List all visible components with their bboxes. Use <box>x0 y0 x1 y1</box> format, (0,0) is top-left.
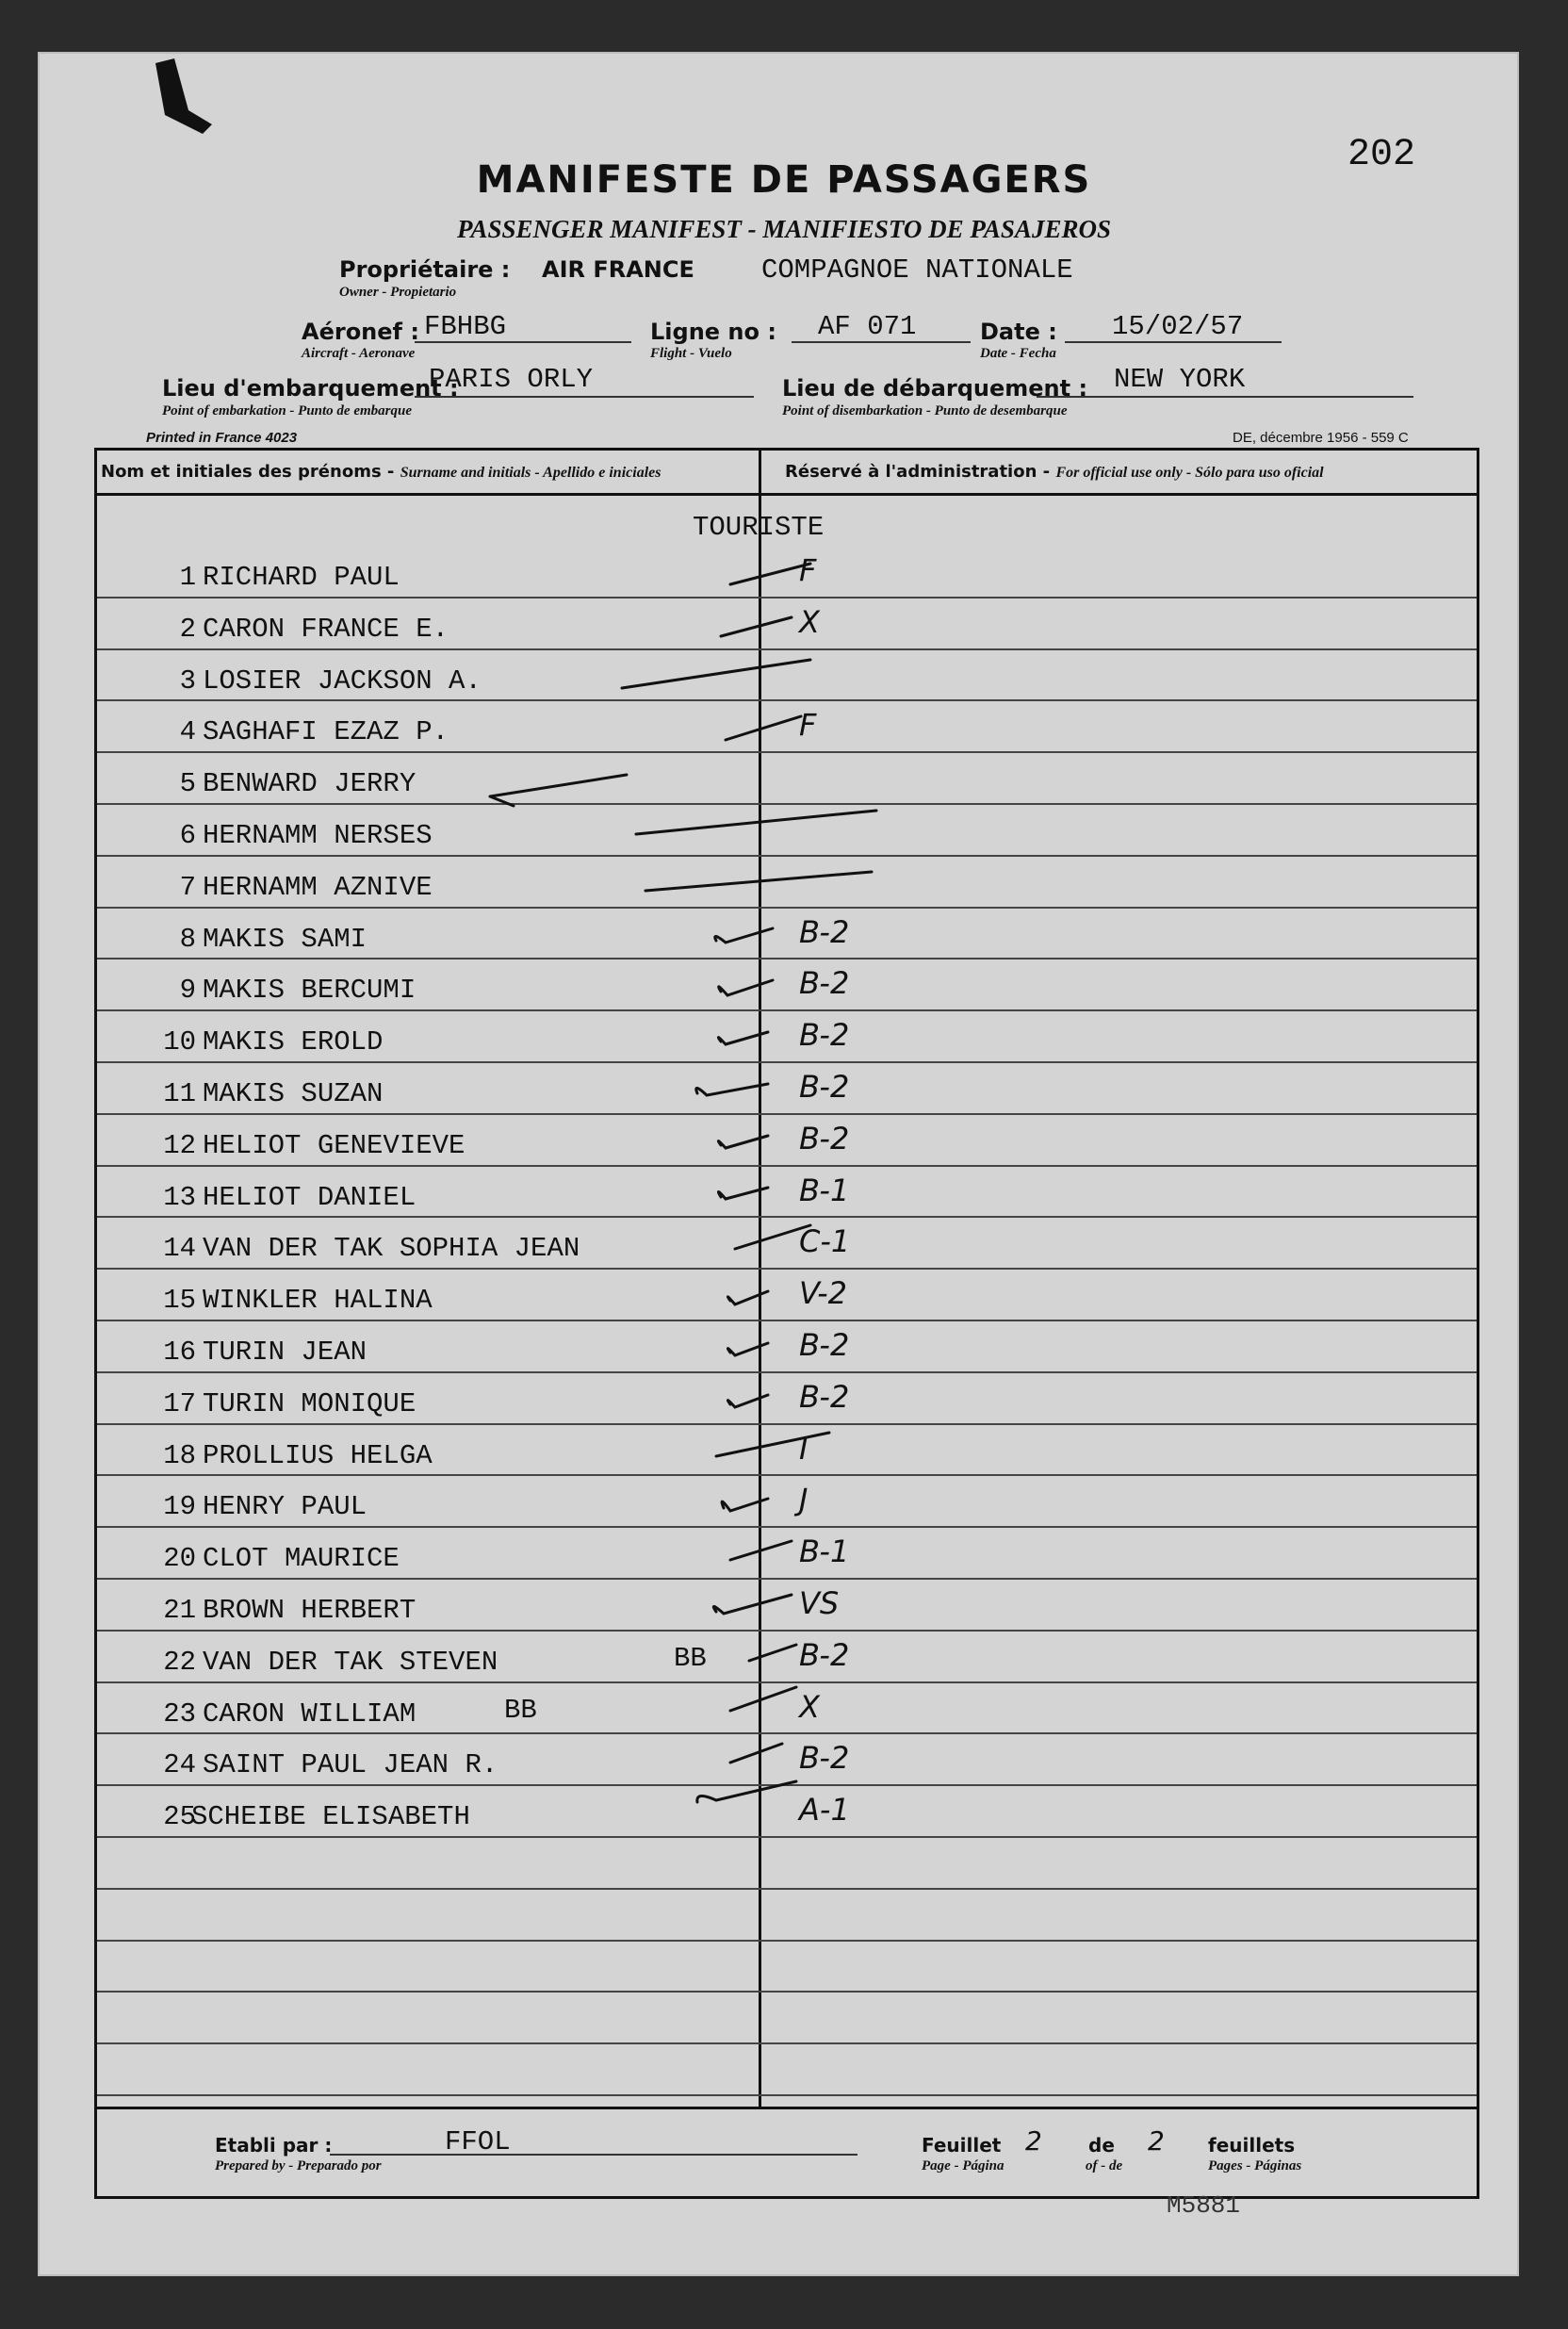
passenger-name: HELIOT GENEVIEVE <box>203 1129 466 1161</box>
page-number: 202 <box>1348 134 1416 176</box>
admin-note: J <box>799 1482 808 1518</box>
passenger-name: SCHEIBE ELISABETH <box>191 1801 470 1833</box>
admin-note: B-2 <box>799 1069 850 1105</box>
admin-note: X <box>799 1688 820 1725</box>
names-column-header: Nom et initiales des prénoms - Surname and initials - Apellido e iniciales <box>101 462 662 482</box>
row-rule <box>97 1474 1477 1476</box>
admin-note: B-2 <box>799 1740 850 1777</box>
admin-note: X <box>799 603 820 640</box>
passenger-name: HERNAMM AZNIVE <box>203 871 433 903</box>
embarkation-underline <box>415 396 754 398</box>
row-rule <box>97 1526 1477 1528</box>
admin-note: B-1 <box>799 1172 850 1208</box>
passenger-name: MAKIS BERCUMI <box>203 975 416 1007</box>
sheet-page: 2 <box>1025 2125 1042 2157</box>
disembarkation-sublabel: Point of disembarkation - Punto de desembarque <box>782 403 1068 418</box>
sheet-of: de <box>1088 2134 1115 2157</box>
row-rule <box>97 1578 1477 1580</box>
admin-note: I <box>799 1430 808 1467</box>
passenger-number: 22 <box>163 1646 196 1678</box>
passenger-name: SAGHAFI EZAZ P. <box>203 716 449 748</box>
admin-note: VS <box>799 1585 840 1621</box>
owner-sublabel: Owner - Propietario <box>339 285 457 300</box>
passenger-number: 9 <box>179 975 196 1007</box>
passenger-number: 11 <box>163 1078 196 1109</box>
date-sublabel: Date - Fecha <box>980 346 1056 361</box>
admin-note: B-2 <box>799 913 850 950</box>
row-rule <box>97 1113 1477 1115</box>
row-rule <box>97 648 1477 650</box>
row-rule <box>97 1836 1477 1838</box>
passenger-number: 10 <box>163 1026 196 1058</box>
passenger-name: CLOT MAURICE <box>203 1543 400 1575</box>
row-rule <box>97 1784 1477 1786</box>
row-rule <box>97 1009 1477 1011</box>
row-rule <box>97 855 1477 857</box>
flight-sublabel: Flight - Vuelo <box>650 346 732 361</box>
row-rule <box>97 1371 1477 1373</box>
row-rule <box>97 1630 1477 1632</box>
admin-note: C-1 <box>799 1223 851 1260</box>
form-reference: DE, décembre 1956 - 559 C <box>1233 430 1409 446</box>
disembarkation-value: NEW YORK <box>1114 364 1246 395</box>
row-rule <box>97 597 1477 599</box>
sheet-label-2: feuillets <box>1208 2134 1296 2157</box>
row-rule <box>97 1268 1477 1270</box>
row-rule <box>97 1888 1477 1890</box>
aircraft-value: FBHBG <box>424 311 507 342</box>
passenger-number: 1 <box>179 562 196 593</box>
admin-note: B-2 <box>799 965 850 1002</box>
row-rule <box>97 1320 1477 1321</box>
admin-note: B-1 <box>799 1534 850 1570</box>
row-rule <box>97 1216 1477 1218</box>
row-rule <box>97 1940 1477 1942</box>
row-rule <box>97 958 1477 959</box>
aircraft-label: Aéronef : <box>302 319 419 345</box>
prepared-value: FFOL <box>445 2126 511 2157</box>
passenger-name: TURIN MONIQUE <box>203 1387 416 1419</box>
passenger-table <box>94 448 1479 2199</box>
passenger-number: 21 <box>163 1595 196 1626</box>
manifest-subtitle: PASSENGER MANIFEST - MANIFIESTO DE PASAJEROS <box>457 215 1111 243</box>
sheet-sublabel-3: Pages - Páginas <box>1208 2158 1302 2173</box>
passenger-number: 5 <box>179 768 196 800</box>
owner-value-2: COMPAGNOE NATIONALE <box>761 254 1073 286</box>
row-rule <box>97 1681 1477 1683</box>
passenger-number: 18 <box>163 1439 196 1471</box>
torn-corner-mark <box>146 58 212 134</box>
prepared-sublabel: Prepared by - Preparado por <box>215 2158 382 2173</box>
passenger-number: 14 <box>163 1233 196 1265</box>
passenger-number: 16 <box>163 1337 196 1368</box>
owner-label: Propriétaire : <box>339 256 511 283</box>
passenger-name: CARON WILLIAM <box>203 1698 416 1730</box>
flight-underline <box>792 341 971 343</box>
row-rule <box>97 1423 1477 1425</box>
embarkation-sublabel: Point of embarkation - Punto de embarque <box>162 403 413 418</box>
embarkation-value: PARIS ORLY <box>429 364 594 395</box>
sheet-total: 2 <box>1148 2125 1165 2157</box>
disembarkation-underline <box>1037 396 1413 398</box>
passenger-number: 25 <box>163 1801 196 1833</box>
aircraft-sublabel: Aircraft - Aeronave <box>302 346 416 361</box>
admin-note: F <box>799 552 817 588</box>
passenger-number: 13 <box>163 1181 196 1213</box>
prepared-label: Etabli par : <box>215 2134 333 2157</box>
disembarkation-label: Lieu de débarquement : <box>782 375 1088 402</box>
date-value: 15/02/57 <box>1112 311 1244 342</box>
admin-note: F <box>799 707 817 744</box>
row-rule <box>97 751 1477 753</box>
aircraft-underline <box>415 341 631 343</box>
row-rule <box>97 1991 1477 1993</box>
admin-note: B-2 <box>799 1636 850 1673</box>
flight-value: AF 071 <box>818 311 917 342</box>
admin-note: B-2 <box>799 1378 850 1415</box>
bb-mark-22: BB <box>674 1643 707 1674</box>
prepared-underline <box>330 2154 858 2156</box>
passenger-name: RICHARD PAUL <box>203 562 400 593</box>
row-rule <box>97 907 1477 909</box>
passenger-name: BROWN HERBERT <box>203 1595 416 1626</box>
passenger-name: MAKIS SAMI <box>203 923 368 955</box>
passenger-number: 4 <box>179 716 196 748</box>
sheet-sublabel-1: Page - Página <box>922 2158 1004 2173</box>
passenger-number: 15 <box>163 1285 196 1317</box>
passenger-number: 12 <box>163 1129 196 1161</box>
stamp-number: M5881 <box>1167 2191 1241 2220</box>
admin-note: V-2 <box>799 1275 848 1312</box>
admin-note: B-2 <box>799 1327 850 1363</box>
passenger-number: 19 <box>163 1491 196 1523</box>
passenger-name: BENWARD JERRY <box>203 768 416 800</box>
table-header <box>97 451 1477 496</box>
printed-note: Printed in France 4023 <box>146 430 298 446</box>
embarkation-label: Lieu d'embarquement : <box>162 375 459 402</box>
passenger-name: MAKIS EROLD <box>203 1026 384 1058</box>
passenger-number: 24 <box>163 1749 196 1781</box>
passenger-number: 20 <box>163 1543 196 1575</box>
passenger-number: 23 <box>163 1698 196 1730</box>
row-rule <box>97 2094 1477 2096</box>
footer-divider <box>94 2107 1479 2109</box>
row-rule <box>97 1165 1477 1167</box>
row-rule <box>97 1061 1477 1063</box>
admin-note: B-2 <box>799 1017 850 1054</box>
row-rule <box>97 1732 1477 1734</box>
manifest-title: MANIFESTE DE PASSAGERS <box>476 158 1092 202</box>
flight-label: Ligne no : <box>650 319 776 345</box>
passenger-number: 3 <box>179 664 196 697</box>
passenger-number: 17 <box>163 1387 196 1419</box>
passenger-name: HENRY PAUL <box>203 1491 368 1523</box>
row-rule <box>97 699 1477 701</box>
row-rule <box>97 803 1477 805</box>
bb-mark-23: BB <box>504 1695 537 1726</box>
admin-note: B-2 <box>799 1120 850 1156</box>
sheet-sublabel-2: of - de <box>1086 2158 1123 2173</box>
passenger-name: PROLLIUS HELGA <box>203 1439 433 1471</box>
date-underline <box>1065 341 1282 343</box>
passenger-number: 7 <box>179 871 196 903</box>
passenger-name: SAINT PAUL JEAN R. <box>203 1749 498 1781</box>
passenger-name: LOSIER JACKSON A. <box>203 664 482 697</box>
row-rule <box>97 2042 1477 2044</box>
passenger-number: 2 <box>179 613 196 645</box>
passenger-name: VAN DER TAK SOPHIA JEAN <box>203 1233 580 1265</box>
passenger-name: HERNAMM NERSES <box>203 820 433 851</box>
passenger-number: 6 <box>179 820 196 851</box>
class-label: TOURISTE <box>693 512 825 543</box>
admin-column-header: Réservé à l'administration - For official use only - Sólo para uso oficial <box>785 462 1324 482</box>
passenger-number: 8 <box>179 923 196 955</box>
passenger-name: VAN DER TAK STEVEN <box>203 1646 498 1678</box>
passenger-name: CARON FRANCE E. <box>203 613 449 645</box>
passenger-name: HELIOT DANIEL <box>203 1181 416 1213</box>
admin-note: A-1 <box>799 1792 850 1829</box>
passenger-name: WINKLER HALINA <box>203 1285 433 1317</box>
sheet-label: Feuillet <box>922 2134 1002 2157</box>
owner-value: AIR FRANCE <box>542 256 694 283</box>
passenger-name: MAKIS SUZAN <box>203 1078 384 1109</box>
date-label: Date : <box>980 319 1057 345</box>
passenger-name: TURIN JEAN <box>203 1337 368 1368</box>
